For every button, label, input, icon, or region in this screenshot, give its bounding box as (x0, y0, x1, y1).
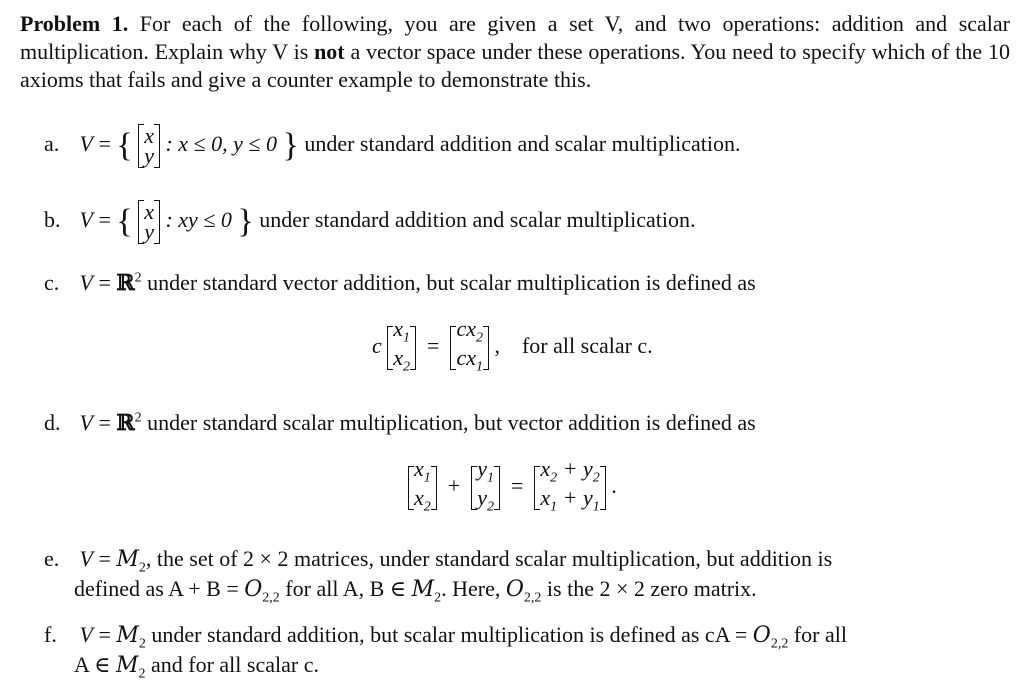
item-b-description: under standard addition and scalar multiplication. (259, 207, 696, 233)
item-c: c. V = ℝ$^2$ under standard vector addition, but scalar multiplication is defined as (44, 270, 756, 296)
item-b: b. V = { x y : xy ≤ 0 } under standard addition and scalar multiplication. (44, 199, 696, 244)
item-e-text-2c: . Here, (441, 576, 506, 601)
item-b-condition: : xy ≤ 0 (165, 207, 232, 233)
intro-text-1: For each of the following, you are given a set V, and two operations: addition and scalar multiplication. Explain why V is (20, 11, 1010, 64)
item-e-text-1: the set of 2 × 2 matrices, under standard scalar multiplication, but addition is (156, 546, 833, 571)
item-d-formula: $x_1$ $x_2$ + $y_1$ $y_2$ = $x_2 + y_2$ $x_1 + y_1$ . (408, 466, 617, 510)
item-d: d. V = ℝ$^2$ under standard scalar multiplication, but vector addition is defined as (44, 410, 756, 436)
item-e-text-2a: defined as A + B = (74, 576, 245, 601)
item-d-label: d. (44, 410, 61, 435)
item-a: a. V = { x y : x ≤ 0, y ≤ 0 } under standard addition and scalar multiplication. (44, 123, 741, 168)
item-f-text-2a: A ∈ (74, 652, 116, 677)
item-b-vector: x y (138, 200, 160, 244)
item-c-formula-suffix: for all scalar c. (521, 333, 653, 359)
item-f-line2: A ∈ $M_2$ and for all scalar c. (74, 652, 319, 682)
item-f-text-1b: for all (788, 622, 847, 647)
item-f-line1: f. $V = M_2$ under standard addition, but scalar multiplication is defined as cA = $O_{2,2}$ for all (44, 622, 847, 652)
item-a-condition: : x ≤ 0, y ≤ 0 (165, 131, 277, 157)
intro-text-2: a vector space under these operations. You need to specify which of the 10 axioms that fails and give a counter example to demonstrate this. (20, 39, 1010, 92)
item-c-formula: c $x_1$ $x_2$ = $cx_2$ $cx_1$ , for all scalar c. (372, 315, 653, 375)
item-e-line1: e. $V = M_2$, the set of 2 × 2 matrices, under standard scalar multiplication, but addition is (44, 546, 833, 576)
item-a-vector: x y (138, 124, 160, 168)
item-f-text-1a: under standard addition, but scalar multiplication is defined as cA = (151, 622, 753, 647)
item-f-label: f. (44, 622, 57, 647)
problem-intro (20, 10, 1010, 94)
item-f-text-2b: and for all scalar c. (145, 652, 319, 677)
item-c-text: under standard vector addition, but scalar multiplication is defined as (147, 270, 756, 295)
item-b-label: b. (44, 207, 61, 233)
intro-not-word: not (314, 39, 345, 64)
item-c-label: c. (44, 270, 60, 295)
item-e-label: e. (44, 546, 60, 571)
item-a-label: a. (44, 131, 60, 157)
item-e-text-2b: for all A, B ∈ (279, 576, 412, 601)
item-a-description: under standard addition and scalar multiplication. (304, 131, 741, 157)
item-e-line2: defined as $A + B = O_{2,2}$ for all A, B ∈ $M_2$. Here, $O_{2,2}$ is the 2 × 2 zero matrix. (74, 576, 757, 606)
item-e-text-2d: is the 2 × 2 zero matrix. (541, 576, 757, 601)
problem-heading: Problem 1. (20, 11, 129, 36)
item-d-text: under standard scalar multiplication, but vector addition is defined as (147, 410, 756, 435)
